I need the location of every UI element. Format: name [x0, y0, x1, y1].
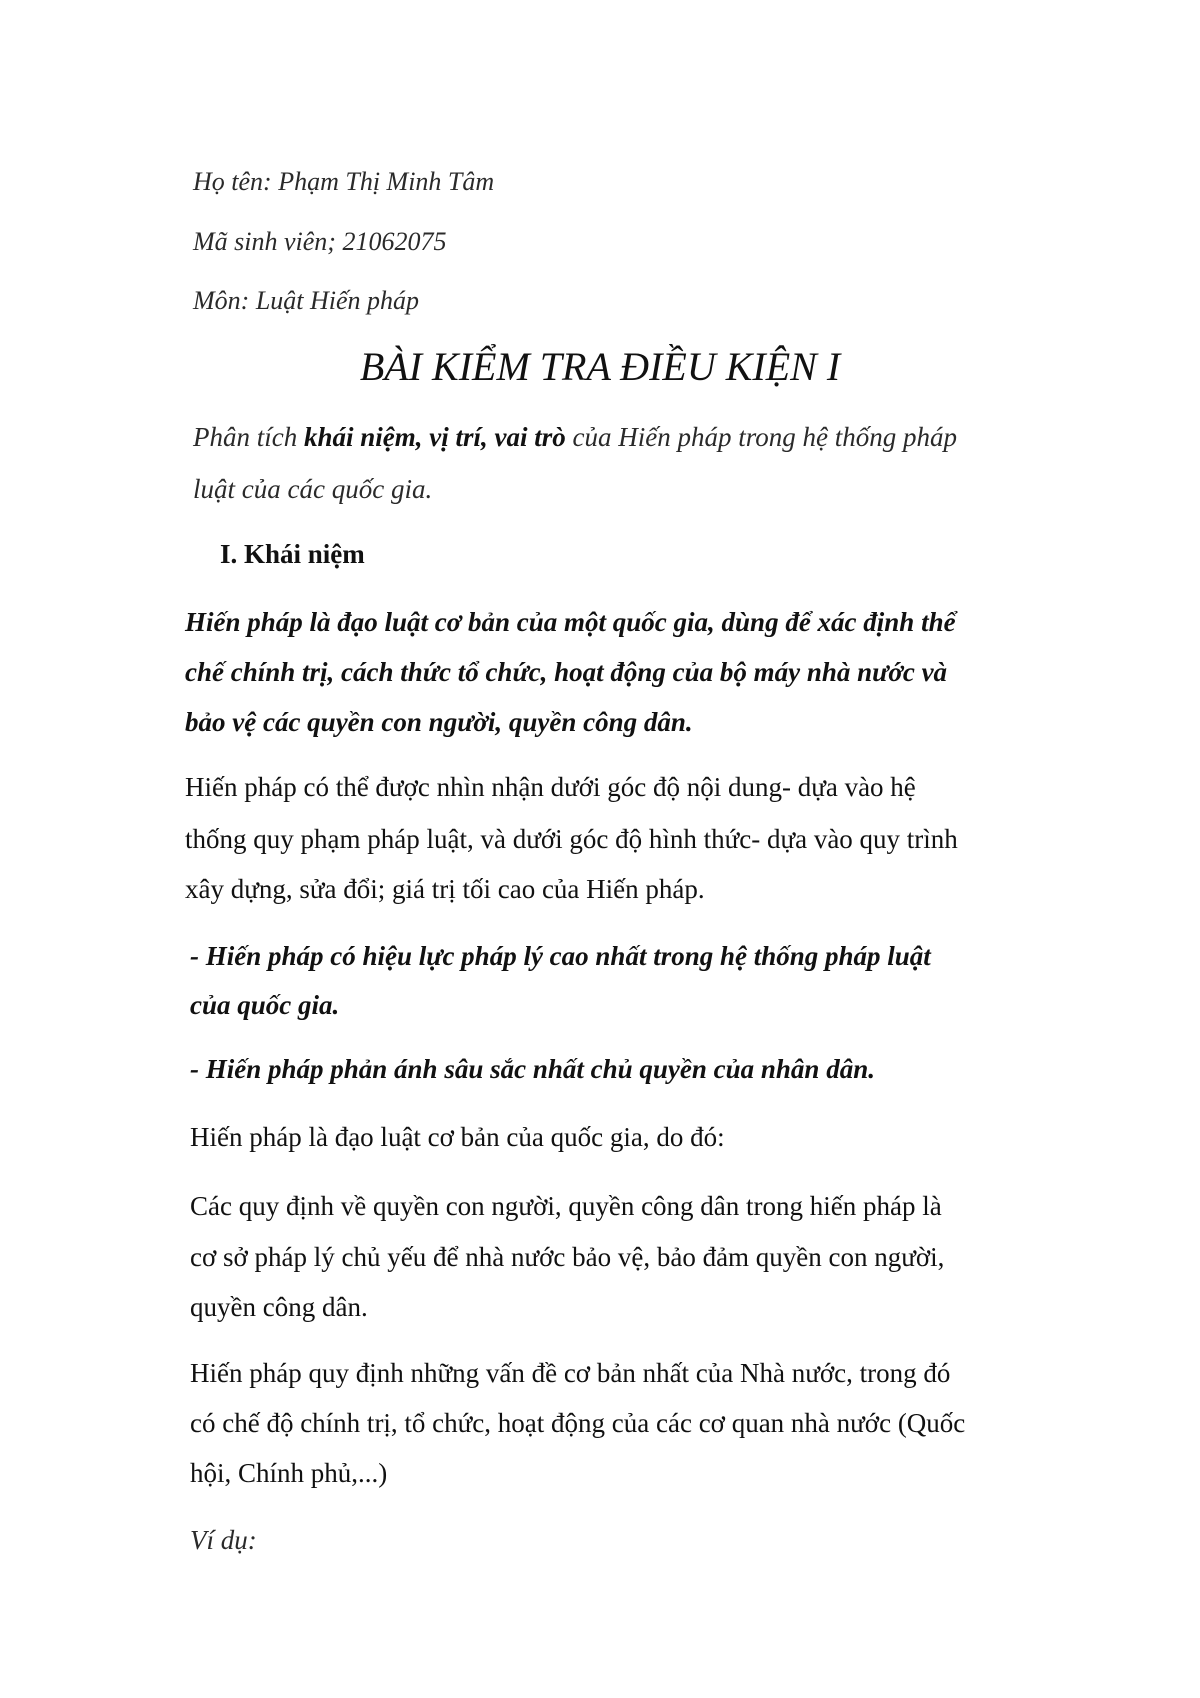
- student-id: Mã sinh viên; 21062075: [193, 227, 447, 256]
- paragraph-3-line-1: Các quy định về quyền con người, quyền công dân trong hiến pháp là: [190, 1191, 942, 1221]
- question-suffix: của Hiến pháp trong hệ thống pháp: [565, 422, 957, 452]
- paragraph-3-line-3: quyền công dân.: [190, 1292, 368, 1322]
- paragraph-3-line-2: cơ sở pháp lý chủ yếu để nhà nước bảo vệ, bảo đảm quyền con người,: [190, 1242, 945, 1272]
- question-line-1: [193, 420, 957, 454]
- bullet-1-line-2: của quốc gia.: [190, 990, 340, 1020]
- question-prefix: Phân tích: [193, 422, 304, 452]
- question-line-2: luật của các quốc gia.: [193, 474, 433, 504]
- question-keywords: khái niệm, vị trí, vai trò: [303, 422, 566, 452]
- bullet-2: - Hiến pháp phản ánh sâu sắc nhất chủ quyền của nhân dân.: [190, 1054, 875, 1084]
- paragraph-1-line-1: Hiến pháp có thể được nhìn nhận dưới góc độ nội dung- dựa vào hệ: [185, 772, 916, 802]
- definition-line-2: chế chính trị, cách thức tổ chức, hoạt động của bộ máy nhà nước và: [185, 657, 948, 687]
- section-heading: I. Khái niệm: [220, 539, 365, 569]
- paragraph-1-line-3: xây dựng, sửa đổi; giá trị tối cao của Hiến pháp.: [185, 874, 705, 904]
- page-title: BÀI KIỂM TRA ĐIỀU KIỆN I: [359, 344, 841, 389]
- paragraph-4-line-1: Hiến pháp quy định những vấn đề cơ bản nhất của Nhà nước, trong đó: [190, 1358, 951, 1388]
- student-name: Họ tên: Phạm Thị Minh Tâm: [193, 167, 495, 196]
- paragraph-4-line-3: hội, Chính phủ,...): [190, 1458, 388, 1488]
- bullet-1-line-1: - Hiến pháp có hiệu lực pháp lý cao nhất trong hệ thống pháp luật: [190, 941, 931, 971]
- definition-line-3: bảo vệ các quyền con người, quyền công dân.: [185, 707, 693, 737]
- paragraph-4-line-2: có chế độ chính trị, tổ chức, hoạt động của các cơ quan nhà nước (Quốc: [190, 1408, 966, 1438]
- example-label: Ví dụ:: [190, 1525, 257, 1555]
- definition-line-1: Hiến pháp là đạo luật cơ bản của một quốc gia, dùng để xác định thể: [185, 607, 956, 637]
- paragraph-1-line-2: thống quy phạm pháp luật, và dưới góc độ hình thức- dựa vào quy trình: [185, 824, 958, 854]
- subject: Môn: Luật Hiến pháp: [193, 286, 420, 315]
- paragraph-2: Hiến pháp là đạo luật cơ bản của quốc gia, do đó:: [190, 1122, 725, 1152]
